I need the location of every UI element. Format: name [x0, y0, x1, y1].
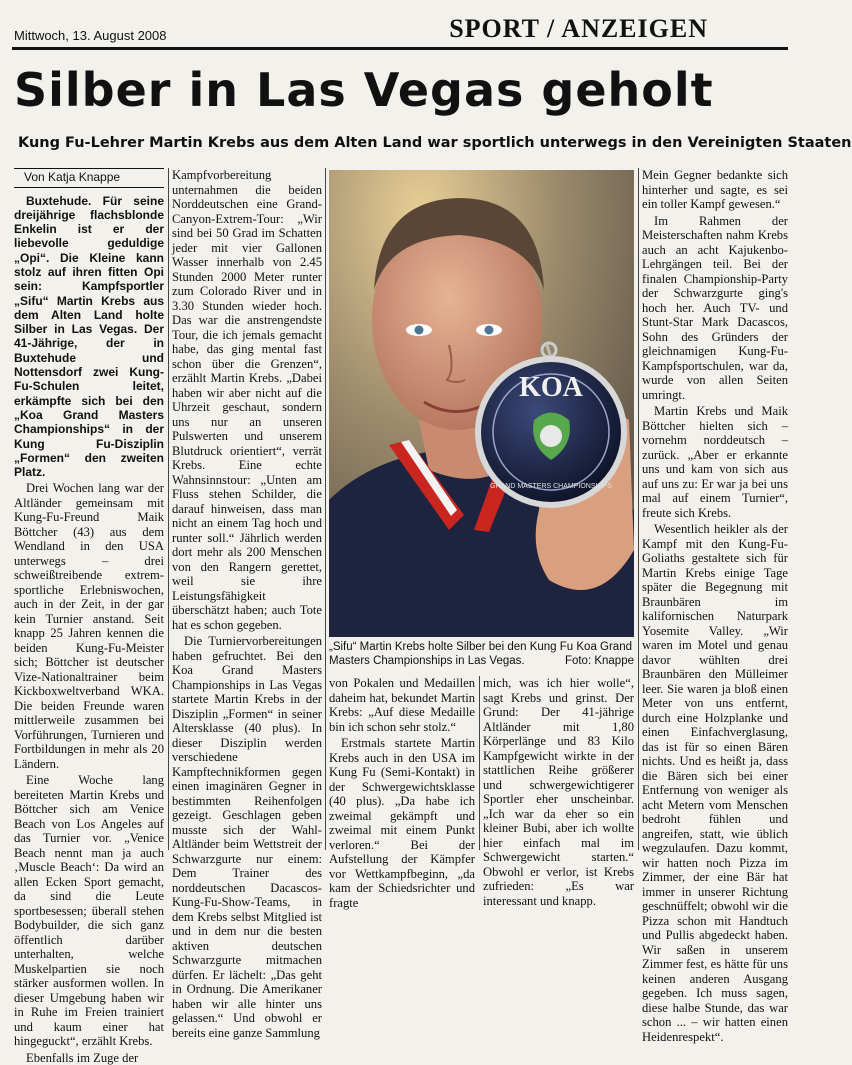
article-column-4 — [483, 676, 634, 908]
column-rule — [168, 168, 169, 850]
article-photo — [329, 170, 634, 637]
paragraph: Die Turniervorbereitungen haben gefruchtet. Bei den Koa Grand Masters Championships in Las Vegas startete Martin Krebs in der Disziplin „Formen“ in seiner Altersklasse (40 plus). In dieser Disziplin werden verschiedene Kampftechnikformen gegen einen imaginären Gegner in bestimmten Reihenfolgen gezeigt. Geschlagen geben musste sich der Wahl-Altländer beim Wettstreit der Schwarzgurte nur einem: Dem Trainer des norddeutschen Dacascos-Kung-Fu-Show-Teams, in dem Krebs selbst Mitglied ist und in dem nur die besten aktiven deutschen Schwarzgurte mitmachen dürfen. Er lächelt: „Das geht in Ordnung. Die Amerikaner haben wir alle hinter uns gelassen.“ Und obwohl er bereits eine ganze Sammlung — [172, 634, 322, 1040]
issue-date: Mittwoch, 13. August 2008 — [14, 28, 167, 43]
article-column-1 — [14, 168, 164, 1065]
column-rule — [479, 676, 480, 850]
paragraph: Wesentlich heikler als der Kampf mit den Kung-Fu-Goliaths gestaltete sich für Martin Krebs einige Tage später die Begegnung mit Braunbären im kalifornischen Naturpark Yosemite Valley. „Wir waren im Motel und genau davor wühlten drei Braunbären den Mülleimer leer. Sie waren ja bloß einen Meter von uns entfernt, durch eine Holzplanke und einen Einfachverglasung, das ist für so einen Bären nichts. Und es heißt ja, dass die Bären sich bei einer Entfernung von weniger als acht Metern vom Menschen bedroht fühlen und angreifen, statt, wie üblich wegzulaufen. Dazu kommt, wir hatten noch Pizza im Zimmer, der eine Bär hat immer in unserer Richtung geschnüffelt; obwohl wir die Pizza schon mit Handtuch und Pullis abgedeckt haben. Wir saßen in unserem Zimmer fest, es hätte für uns keinen anderen Ausgang gegeben. Ich muss sagen, diese halbe Stunde, das war schon ... – wir hatten einen Heidenrespekt“. — [642, 522, 788, 1044]
photo-caption — [329, 640, 634, 668]
article-column-5 — [642, 168, 788, 1044]
lead-paragraph: Buxtehude. Für seine dreijährige flachsblonde Enkelin ist er der liebevolle geduldige „Opi“. Die Kleine kann stolz auf ihren fitten Opi sein: Kampfsportler „Sifu“ Martin Krebs aus dem Alten Land holte Silber in Las Vegas. Der 41-Jährige, der in Buxtehude und Nottensdorf zwei Kung-Fu-Schulen leitet, erkämpfte sich bei den „Koa Grand Masters Championships“ in der Kung Fu-Disziplin „Formen“ den zweiten Platz. — [14, 193, 164, 480]
photo-illustration — [329, 170, 634, 637]
paragraph: Im Rahmen der Meisterschaften nahm Krebs auch an acht Kajukenbo-Lehrgängen teil. Bei der finalen Championship-Party der Schwarzgurte ging's hoch her. Auch TV- und Stunt-Star Mark Dacascos, Sohn des Gründers der gleichnamigen Kung-Fu-Kampfsportschulen, war da, wurde von allen Seiten umringt. — [642, 213, 788, 402]
paragraph: Martin Krebs und Maik Böttcher hielten sich – vornehm norddeutsch – zurück. „Aber er erkannte uns und kam von sich aus auf uns zu: Er war ja bei uns mal auf einem Turnier“, freute sich Krebs. — [642, 404, 788, 520]
article-column-2 — [172, 168, 322, 1040]
paragraph: Drei Wochen lang war der Altländer gemeinsam mit Kung-Fu-Freund Maik Böttcher (43) aus dem Wendland in den USA unterwegs – drei schweißtreibende extrem-sportliche Erlebniswochen, auch in der Zeit, in der gar kein Turnier anstand. Seit knapp 25 Jahren kennen die beiden Kung-Fu-Meister sich; Böttcher ist deutscher Vize-Nationaltrainer beim Kickboxweltverband WKA. Die beiden Freunde waren mittlerweile zusammen bei Vorführungen, Turnieren und Fortbildungen in mehr als 20 Ländern. — [14, 481, 164, 771]
medal-label: KOA — [519, 372, 583, 403]
paragraph: von Pokalen und Medaillen daheim hat, bekundet Martin Krebs: „Auf diese Medaille bin ich schon sehr stolz.“ — [329, 676, 475, 734]
column-rule — [638, 168, 639, 850]
byline: Von Katja Knappe — [14, 168, 164, 188]
medal-ring-text: GRAND MASTERS CHAMPIONSHIPS — [490, 483, 612, 490]
photo-credit: Foto: Knappe — [564, 655, 634, 667]
paragraph: Erstmals startete Martin Krebs auch in den USA im Kung Fu (Semi-Kontakt) in der Schwergewichtsklasse (40 plus). „Da habe ich zweimal gekämpft und zweimal mit einem Punkt verloren.“ Bei der Aufstellung der Kämpfer vor Wettkampfbeginn, „da kam der Schiedsrichter und fragte — [329, 736, 475, 910]
paragraph: Ebenfalls im Zuge der — [26, 1050, 139, 1065]
caption-text: „Sifu“ Martin Krebs holte Silber bei den Kung Fu Koa Grand Masters Championships in Las Vegas. — [329, 641, 632, 667]
article-headline: Silber in Las Vegas geholt — [14, 63, 714, 117]
paragraph: Eine Woche lang bereiteten Martin Krebs und Böttcher sich am Venice Beach von Los Angeles auf das Turnier vor. „Venice Beach nennt man ja auch ‚Muscle Beach‘: Da wird an allen Ecken Sport gemacht, da sind die Leute sportbesessen; überall stehen Bodybuilder, die sich ganz öffentlich darüber unterhalten, welche Muskelpartien sie noch stärker ausformen wollen. In dieser Umgebung haben wir in Ruhe im Freien trainiert und kaum einer hat hingeguckt“, erzählt Krebs. — [14, 773, 164, 1049]
paragraph: Mein Gegner bedankte sich hinterher und sagte, es sei ein toller Kampf gewesen.“ — [642, 168, 788, 211]
article-subheadline: Kung Fu-Lehrer Martin Krebs aus dem Alten Land war sportlich unterwegs in den Vereinigten Staaten — [18, 135, 852, 151]
header-rule — [12, 47, 788, 50]
section-title: SPORT / ANZEIGEN — [449, 14, 708, 43]
paragraph: Kampfvorbereitung unternahmen die beiden Norddeutschen eine Grand-Canyon-Extrem-Tour: „Wir sind bei 50 Grad im Schatten jeder mit vier Gallonen Wasser innerhalb von 2.45 Stunden 2000 Meter runter zum Colorado River und in 3.30 Stunden wieder hoch. Das war die anstrengendste Tour, die ich jemals gemacht habe, das ging mental fast schon über die Grenzen“, erzählt Martin Krebs. „Dabei haben wir aber nicht auf die Uhrzeit geschaut, sondern uns nur an unseren Pulswerten und unserem Blutdruck orientiert“, verrät Krebs. Eine echte Wahnsinnstour: „Unten am Fluss stehen Schilder, die darauf hinweisen, dass man nicht an einem Tag hoch und runter soll.“ Jährlich werden dort mehr als 200 Menschen von den Rangern gerettet, weil sie ihre Leistungsfähigkeit überschätzt haben; auch Tote hat es schon gegeben. — [172, 168, 322, 632]
column-rule — [325, 168, 326, 850]
paragraph: mich, was ich hier wolle“, sagt Krebs und grinst. Der Grund: Der 41-jährige Altländer mit 1,80 Körperlänge und 83 Kilo Kampfgewicht wirkte in der stattlichen Reihe größerer und schwergewichtigerer Sportler eher unscheinbar. „Ich war da eher so ein kleiner Bubi, aber ich wollte hier einfach mal im Schwergewicht starten.“ Obwohl er verlor, ist Krebs zufrieden: „Es war interessant und knapp. — [483, 676, 634, 908]
article-column-3 — [329, 676, 475, 910]
